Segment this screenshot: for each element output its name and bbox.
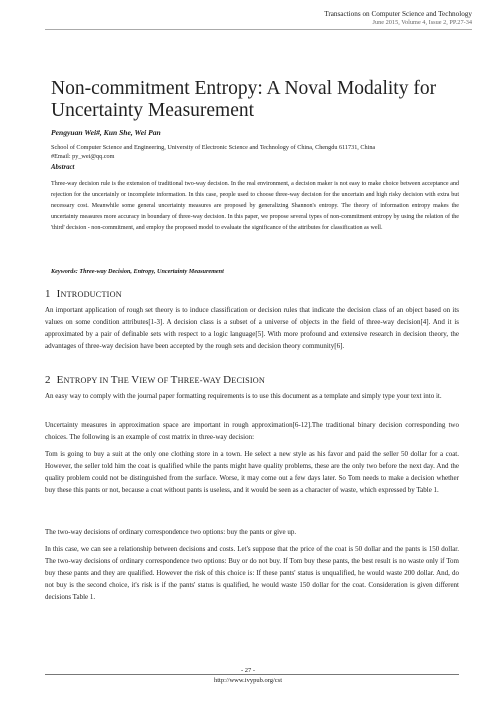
heading-word: D <box>223 374 232 386</box>
heading-word: HREE-WAY <box>177 376 224 385</box>
heading-word: ECISION <box>231 376 265 385</box>
body-paragraph: Uncertainty measures in approximation space are important in rough approximation[6-12].The traditional binary decision corresponding two choices. The following is an example of cost matrix in three-way decision: <box>45 421 459 441</box>
section-number: 1 <box>45 288 51 300</box>
heading-word: HE <box>117 376 132 385</box>
heading-word: NTROPY <box>63 376 100 385</box>
journal-name: Transactions on Computer Science and Technology <box>324 10 472 18</box>
section-title-rest: NTRODUCTION <box>60 290 122 299</box>
author-list: Pengyuan Wei#, Kun She, Wei Pan <box>51 128 161 137</box>
intro-paragraph: An important application of rough set theory is to induce classification or decision rules that indicate the decision class of an object based on its values on some condition attributes[1-3]. A decision class is a subset of a universe of objects in the field of three-way decision[4]. And it is approximated by a pair of definable sets with respect to a logic language[5]. With more profound and extensive research in decision theory, the advantages of three-way decision have been accepted by the rough sets and decision theory community[6]. <box>45 306 459 350</box>
section-heading-introduction <box>45 288 122 300</box>
footer-rule <box>45 674 459 675</box>
contact-email[interactable]: #Email: py_wei@qq.com <box>51 153 115 160</box>
heading-word: V <box>131 374 140 386</box>
volume-info: June 2015, Volume 4, Issue 2, PP.27-34 <box>372 19 472 26</box>
section-title-initial: I <box>56 288 61 300</box>
page-number: - 27 - <box>240 667 256 674</box>
heading-word: E <box>56 374 64 386</box>
abstract-heading: Abstract <box>51 164 75 171</box>
running-header <box>324 10 472 27</box>
heading-word: IN <box>99 376 111 385</box>
paper-title: Non-commitment Entropy: A Noval Modality for Uncertainty Measurement <box>51 78 437 121</box>
section-heading-entropy <box>45 374 265 386</box>
header-rule <box>45 29 472 30</box>
keywords: Keywords: Three-way Decision, Entropy, Uncertainty Measurement <box>51 268 224 275</box>
body-paragraph: Tom is going to buy a suit at the only one clothing store in a town. He select a new style as his favor and paid the seller 50 dollar for a coat. However, the seller told him the coat is qualified while the pants might have quality problems, these are the only two before the next day. And the quality problem could not be distinguished from the surface. Worse, it may come out a few days later. So Tom needs to make a decision whether buy these this pants or not, because a coat without pants is useless, and it would be seen as a character of waste, which expressed by Table 1. <box>45 450 459 494</box>
body-paragraph: The two-way decisions of ordinary correspondence two options: buy the pants or give up. <box>45 528 297 536</box>
section-number: 2 <box>45 374 51 386</box>
affiliation: School of Computer Science and Engineering, University of Electronic Science and Technology of China, Chengdu 611731, China <box>51 144 376 151</box>
affiliation-block <box>51 143 375 161</box>
abstract-text: Three-way decision rule is the extension of traditional two-way decision. In the real environment, a decision maker is not easy to make choice between acceptance and rejection for the uncertainly or incomplete information. In this case, people used to choose three-way decision for the uncertain and high risky decision with extra but necessary cost. Meanwhile some general uncertainty measures are proposed by generalizing Shannon's entropy. The theory of information entropy makes the uncertainty measures more accuracy in boundary of three-way decision. In this paper, we propose several types of non-commitment entropy by using the relation of the 'third' decision - non-commitment, and employ the proposed model to evaluate the significance of the attributes for classification as well. <box>51 181 459 232</box>
footer-url[interactable]: http://www.ivypub.org/cst <box>213 677 283 684</box>
body-paragraph: In this case, we can see a relationship between decisions and costs. Let's suppose that the price of the coat is 50 dollar and the pants is 150 dollar. The two-way decisions of ordinary correspondence two options: Buy or do not buy. If Tom buy these pants, the best result is no waste only if Tom buy these pants and they are qualified. However the risk of this choice is: If these pants' status is unqualified, he would waste 200 dollar. And, do not buy is the second choice, it's risk is if the pants' status is qualified, he would waste 150 dollar for the coat. Consideration is given different decisions Table 1. <box>45 545 459 601</box>
body-paragraph: An easy way to comply with the journal paper formatting requirements is to use this document as a template and simply type your text into it. <box>45 392 442 400</box>
heading-word: T <box>170 374 178 386</box>
heading-word: T <box>110 374 118 386</box>
heading-word: IEW OF <box>139 376 171 385</box>
